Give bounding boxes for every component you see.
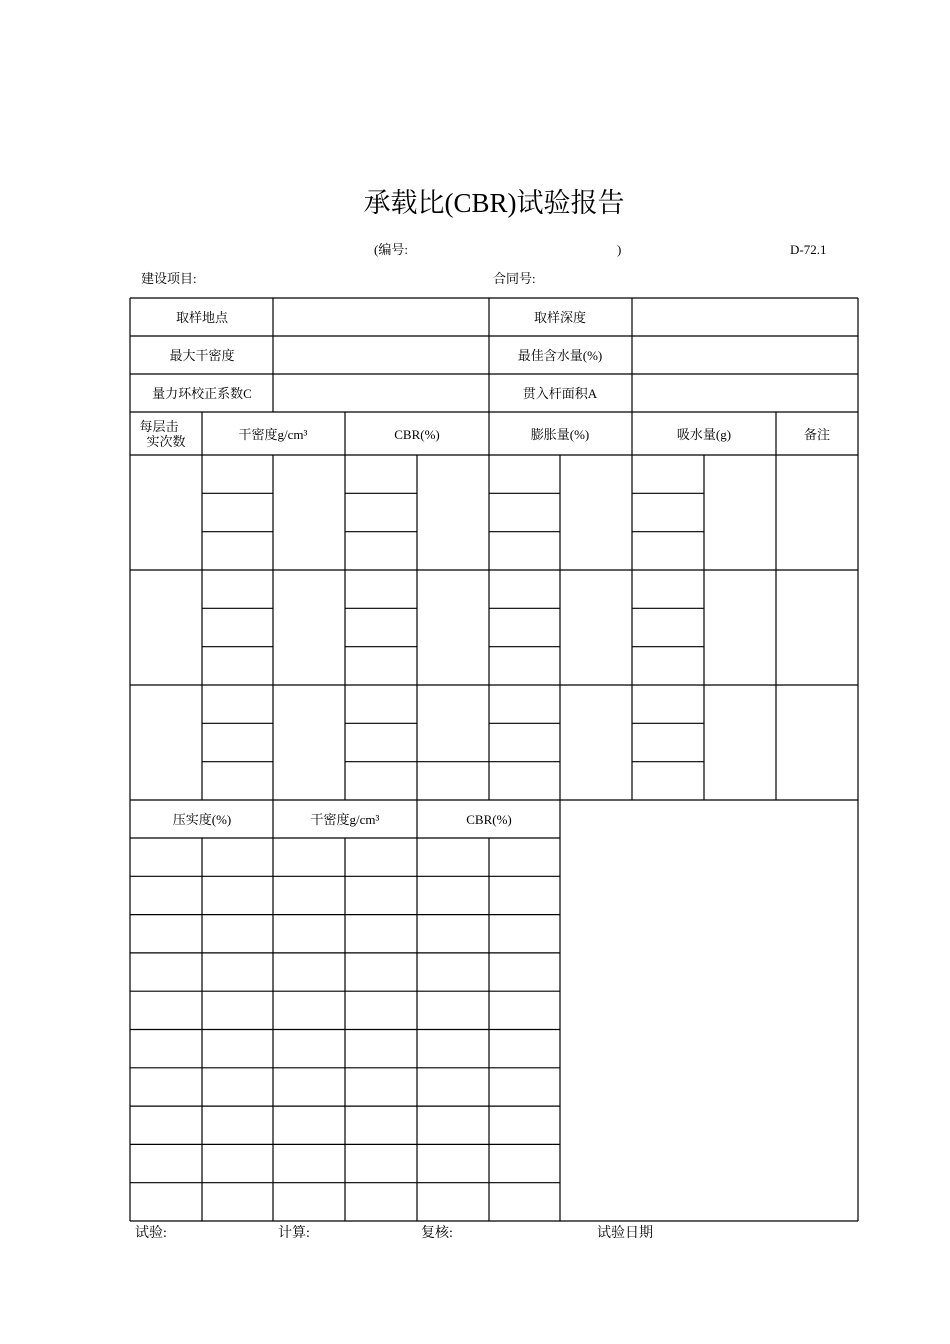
project-label: 建设项目:: [141, 271, 197, 286]
sample-depth-label: 取样深度: [533, 310, 587, 325]
contract-label: 合同号:: [493, 271, 536, 286]
form-code: D-72.1: [790, 242, 827, 257]
max-dry-density-label: 最大干密度: [169, 348, 235, 363]
optimum-moisture-label: 最佳含水量(%): [517, 348, 603, 363]
serial-number-close: ): [617, 242, 622, 257]
test-date-label: 试验日期: [597, 1226, 653, 1241]
blows-per-layer-label-line1: 每层击: [139, 419, 179, 434]
calculator-label: 计算:: [278, 1226, 310, 1241]
cbr-header: CBR(%): [394, 427, 440, 442]
remarks-header: 备注: [803, 427, 831, 442]
water-absorption-header: 吸水量(g): [676, 427, 732, 442]
summary-dry-density-header: 干密度g/cm³: [310, 812, 380, 827]
compaction-header: 压实度(%): [172, 812, 232, 827]
piston-area-label: 贯入杆面积A: [522, 386, 598, 401]
ring-coefficient-label: 量力环校正系数C: [152, 386, 252, 401]
swell-header: 膨胀量(%): [530, 427, 590, 442]
reviewer-label: 复核:: [421, 1226, 453, 1241]
blows-per-layer-label-line2: 实次数: [146, 434, 186, 449]
sample-location-label: 取样地点: [175, 310, 229, 325]
serial-number-label: (编号:: [374, 242, 408, 257]
summary-cbr-header: CBR(%): [466, 812, 512, 827]
dry-density-header: 干密度g/cm³: [238, 427, 308, 442]
tester-label: 试验:: [135, 1226, 167, 1241]
report-title: 承载比(CBR)试验报告: [363, 188, 625, 218]
